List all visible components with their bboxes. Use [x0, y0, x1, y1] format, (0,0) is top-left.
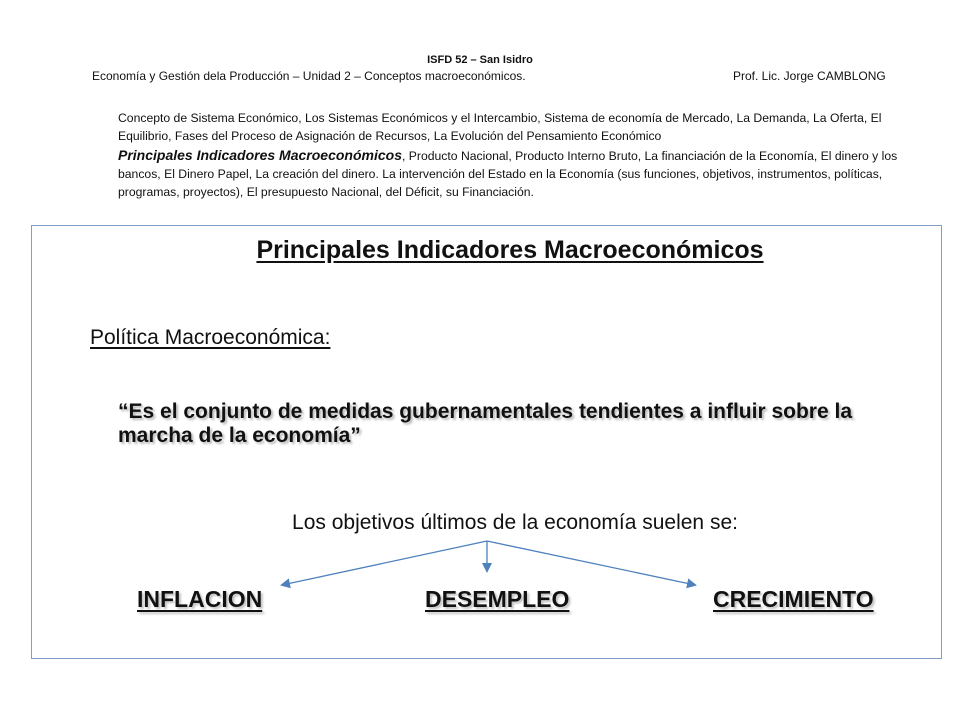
- topics-paragraph: [118, 109, 938, 201]
- goal-unemployment: DESEMPLEO: [425, 586, 570, 612]
- header-subline: [0, 68, 960, 84]
- goal-inflation: INFLACION: [137, 586, 263, 612]
- objectives-intro: Los objetivos últimos de la economía suelen se:: [292, 511, 738, 534]
- institution-name: ISFD 52 – San Isidro: [427, 54, 533, 66]
- course-title: Economía y Gestión dela Producción – Unidad 2 – Conceptos macroeconómicos.: [92, 69, 526, 83]
- professor-name: Prof. Lic. Jorge CAMBLONG: [733, 69, 886, 83]
- topics-highlight: Principales Indicadores Macroeconómicos: [118, 146, 402, 163]
- policy-heading: Política Macroeconómica:: [90, 326, 331, 349]
- goal-growth: CRECIMIENTO: [713, 586, 874, 612]
- policy-definition: “Es el conjunto de medidas gubernamentales tendientes a influir sobre la marcha de la economía”: [118, 400, 853, 447]
- topics-intro: Concepto de Sistema Económico, Los Sistemas Económicos y el Intercambio, Sistema de economía de Mercado, La Demanda, La Oferta, El Equilibrio, Fases del Proceso de Asignación de Recursos, La Evolución del Pensamiento Económico: [118, 111, 882, 144]
- slide-title: Principales Indicadores Macroeconómicos: [256, 236, 764, 264]
- document-header: [0, 52, 960, 84]
- topics-rest: , Producto Nacional, Producto Interno Bruto, La financiación de la Economía, El dinero y los bancos, El Dinero Papel, La creación del dinero. La intervención del Estado en la Economía (sus funciones, objetivos, instrumentos, políticas, programas, proyectos), El presupuesto Nacional, del Déficit, su Financiación.: [118, 148, 898, 200]
